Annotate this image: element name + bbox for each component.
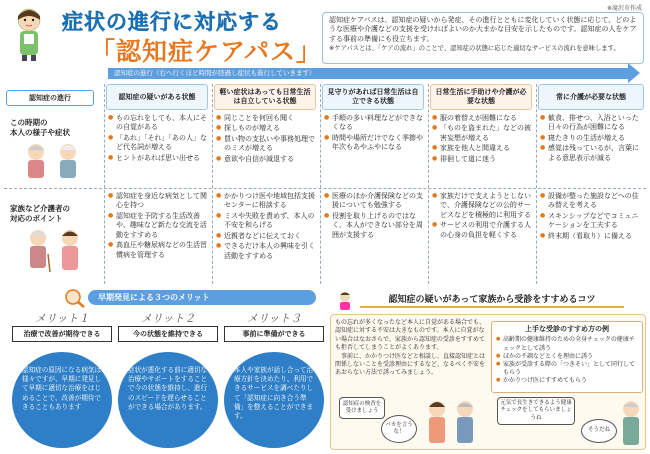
merit-body: 認知症の原因になる病気は様々ですが、早期に発見して早期に適切な治療をはじめることで、改善が期待できることもあります [12, 352, 112, 448]
elderly-couple-icon [14, 142, 94, 180]
list-item: ● もの忘れをしても、本人にその自覚がある [108, 114, 208, 133]
stage-1-symptoms [108, 114, 208, 164]
elder-agrees-icon [617, 399, 645, 447]
list-item: ● 認知症を予防する生活改善や、趣味など新たな交流を活動をすすめる [108, 212, 208, 240]
list-item: ● 家族を他人と間違える [432, 144, 532, 153]
list-item: ● 高血圧や糖尿病などの生活習慣病を管理する [108, 241, 208, 260]
stage-header-2: 軽い症状はあっても日常生活は自立している状態 [214, 84, 316, 110]
stage-5-family [540, 192, 644, 242]
stage-4-symptoms [432, 114, 532, 165]
consult-box [330, 314, 646, 450]
nurse-mini-icon [334, 290, 356, 310]
consult-list-title: 上手な受診のすすめ方の例 [524, 325, 610, 333]
merit-subtitle: 治療で改善が期待できる [12, 326, 112, 342]
list-item: ● 服の着替えが困難になる [432, 114, 532, 123]
list-item: ● 近親者などに伝えておく [216, 232, 316, 241]
merits-section [4, 290, 326, 452]
merit-title: メリット２ [140, 313, 196, 325]
list-item: ● 探しものが増える [216, 124, 316, 133]
list-item: ● ほかの不調などとくを理由に誘う [496, 353, 638, 361]
list-item: ● かかりつけ医や地域包括支援センターに相談する [216, 192, 316, 211]
stage-3-family [324, 192, 424, 241]
list-item: ● 意欲や自信が減退する [216, 155, 316, 164]
stage-header-3: 見守りがあれば日常生活は自立できる状態 [322, 84, 424, 110]
stage-2-symptoms [216, 114, 316, 165]
list-item: ● 時間や場所だけでなく季節や年次もあやふやになる [324, 134, 424, 153]
stage-header-1: 認知症の疑いがある状態 [106, 84, 208, 110]
list-item: ● 医療のほか介護保険などの支援についても勉強する [324, 192, 424, 211]
person-state-title: この時期の 本人の様子や症状 [10, 118, 70, 138]
list-item: ● 高齢期の健康維持のための全身チェックの健康チェックとして誘う [496, 336, 638, 352]
merit-body: 症状が悪化する前に適切な治療やサポートをすることで今の状態を維持し、進行のスピードを遅らせることができる場合があります。 [118, 352, 218, 448]
stage-header-4: 日常生活に手助けや介護が必要な状態 [430, 84, 532, 110]
column-divider [104, 84, 105, 284]
list-item: ● 終末期（看取り）に備える [540, 232, 644, 241]
column-divider [536, 84, 537, 284]
merit-1 [12, 310, 112, 450]
caregiver-and-elder-icon [14, 228, 94, 274]
merit-body: 本人や家族が話し合って治療方針を決めたり、利用できるサービスを調べたりして「認知症に向き合う準備」を整えることができます。 [224, 352, 324, 448]
consult-section [330, 290, 646, 452]
stage-3-symptoms [324, 114, 424, 154]
merit-3 [224, 310, 324, 450]
page-title-line1: 症状の進行に対応する [62, 10, 282, 34]
list-item: ● 同じことを何回も聞く [216, 114, 316, 123]
list-item: ● ミスや失敗を責めず、本人の不安を和らげる [216, 212, 316, 231]
list-item: ● 「あれ」「それ」「あの人」など代名詞が増える [108, 134, 208, 153]
header [0, 0, 650, 82]
list-item: ● サービスの利用で介護する人の心身の負担を軽くする [432, 221, 532, 240]
merit-2 [118, 310, 218, 450]
list-item: ● 役割を取り上げるのではなく、本人ができない部分を周囲が支援する [324, 212, 424, 240]
consult-banner: 認知症の疑いがあって家族から受診をすすめるコツ [360, 292, 624, 308]
list-item: ● 家族が受診する際の「つきそい」として同行してもらう [496, 361, 638, 377]
speech-bubble: そうだね [581, 419, 617, 443]
column-divider [320, 84, 321, 284]
list-item: ● 手順の多い料理などができなくなる [324, 114, 424, 133]
list-item: ● 家族だけで支えようとしないで、介護保険などの公的サービスなどを積極的に利用する [432, 192, 532, 220]
list-item: ● かかりつけ医にすすめてもらう [496, 377, 638, 385]
merit-title: メリット１ [34, 313, 90, 325]
magnifier-icon [64, 288, 86, 308]
stage-header-5: 常に介護が必要な状態 [538, 84, 644, 110]
speech-bubble: バカを言うな！ [381, 415, 417, 443]
merits-banner: 早期発見による３つのメリット [88, 290, 316, 305]
stage-row-label: 認知症の進行 [6, 90, 94, 106]
speech-bubble: 元気で長生きできるよう健康チェックをしてもらいましょうね [497, 397, 575, 425]
family-title: 家族など介護者の 対応のポイント [10, 204, 70, 224]
stage-2-family [216, 192, 316, 262]
list-item: ● 寝たきりの生活が増える [540, 134, 644, 143]
row-divider [4, 188, 646, 189]
list-item: ● できるだけ本人の興味を引く活動をすすめる [216, 242, 316, 261]
list-item: ● 徘徊して道に迷う [432, 155, 532, 164]
merit-title: メリット３ [246, 313, 302, 325]
care-pathway-grid [4, 84, 646, 284]
progress-arrow: 認知症の進行（右へ行くほど時間が経過し症状も進行していきます） [108, 68, 628, 79]
stage-5-symptoms [540, 114, 644, 164]
list-item: ● 感覚は残っているが、言葉による意思表示が減る [540, 144, 644, 163]
column-divider [428, 84, 429, 284]
list-item: ● ヒントがあれば思い出せる [108, 154, 208, 163]
intro-note: ※ケアパスとは、「ケアの流れ」のことで、認知症の状態に応じた適切なサービスの流れを意味します。 [329, 45, 620, 53]
list-item: ● スキンシップなどでコミュニケーションを工夫する [540, 212, 644, 231]
family-argument-icon [421, 397, 481, 447]
list-item: ● 設備が整った施設などへの住み替えを考える [540, 192, 644, 211]
mascot-nurse-icon [6, 4, 52, 62]
credit-note: ※滝沢市作成 [606, 5, 642, 12]
intro-box [322, 12, 644, 64]
merit-subtitle: 事前に準備ができる [224, 326, 324, 342]
intro-text: 認知症ケアパスは、認知症の疑いから発症、その進行とともに変化していく状態に応じて、どのような医療や介護などの支援を受ければよいのか大まかな目安を示したものです。認知症の人をケアする事前の準備にも役立ちます。 [329, 16, 637, 43]
stage-4-family [432, 192, 532, 241]
list-item: ● 「ものを盗まれた」などの被害妄想が増える [432, 124, 532, 143]
list-item: ● 買い物の支払いや事務処理でのミスが増える [216, 135, 316, 154]
column-divider [212, 84, 213, 284]
speech-bubble: 認知症の検査を受けましょう [339, 397, 385, 419]
page-title-line2: 「認知症ケアパス」 [90, 37, 323, 66]
list-item: ● 歓食、排せつ、入浴といった日々の行為が困難になる [540, 114, 644, 133]
list-item: ● 認知症を身近な病気として関心を持つ [108, 192, 208, 211]
consult-text: もの忘れが多くなったなど本人に自覚がある場合でも、認知症に対する不安は大きなものです。本人に自覚がない場合はなおさらで、家族から認知症の受診をすすめても拒否してしまうことがよくあります。 事前に、かかりつけ医などと相談し、直接認知症とは関係しないことを受診理由にするなど、なるべく不安をあおらない方法で誘ってみましょう。 [335, 319, 486, 377]
merit-subtitle: 今の状態を維持できる [118, 326, 218, 342]
consult-list-box [491, 321, 643, 393]
stage-1-family [108, 192, 208, 261]
